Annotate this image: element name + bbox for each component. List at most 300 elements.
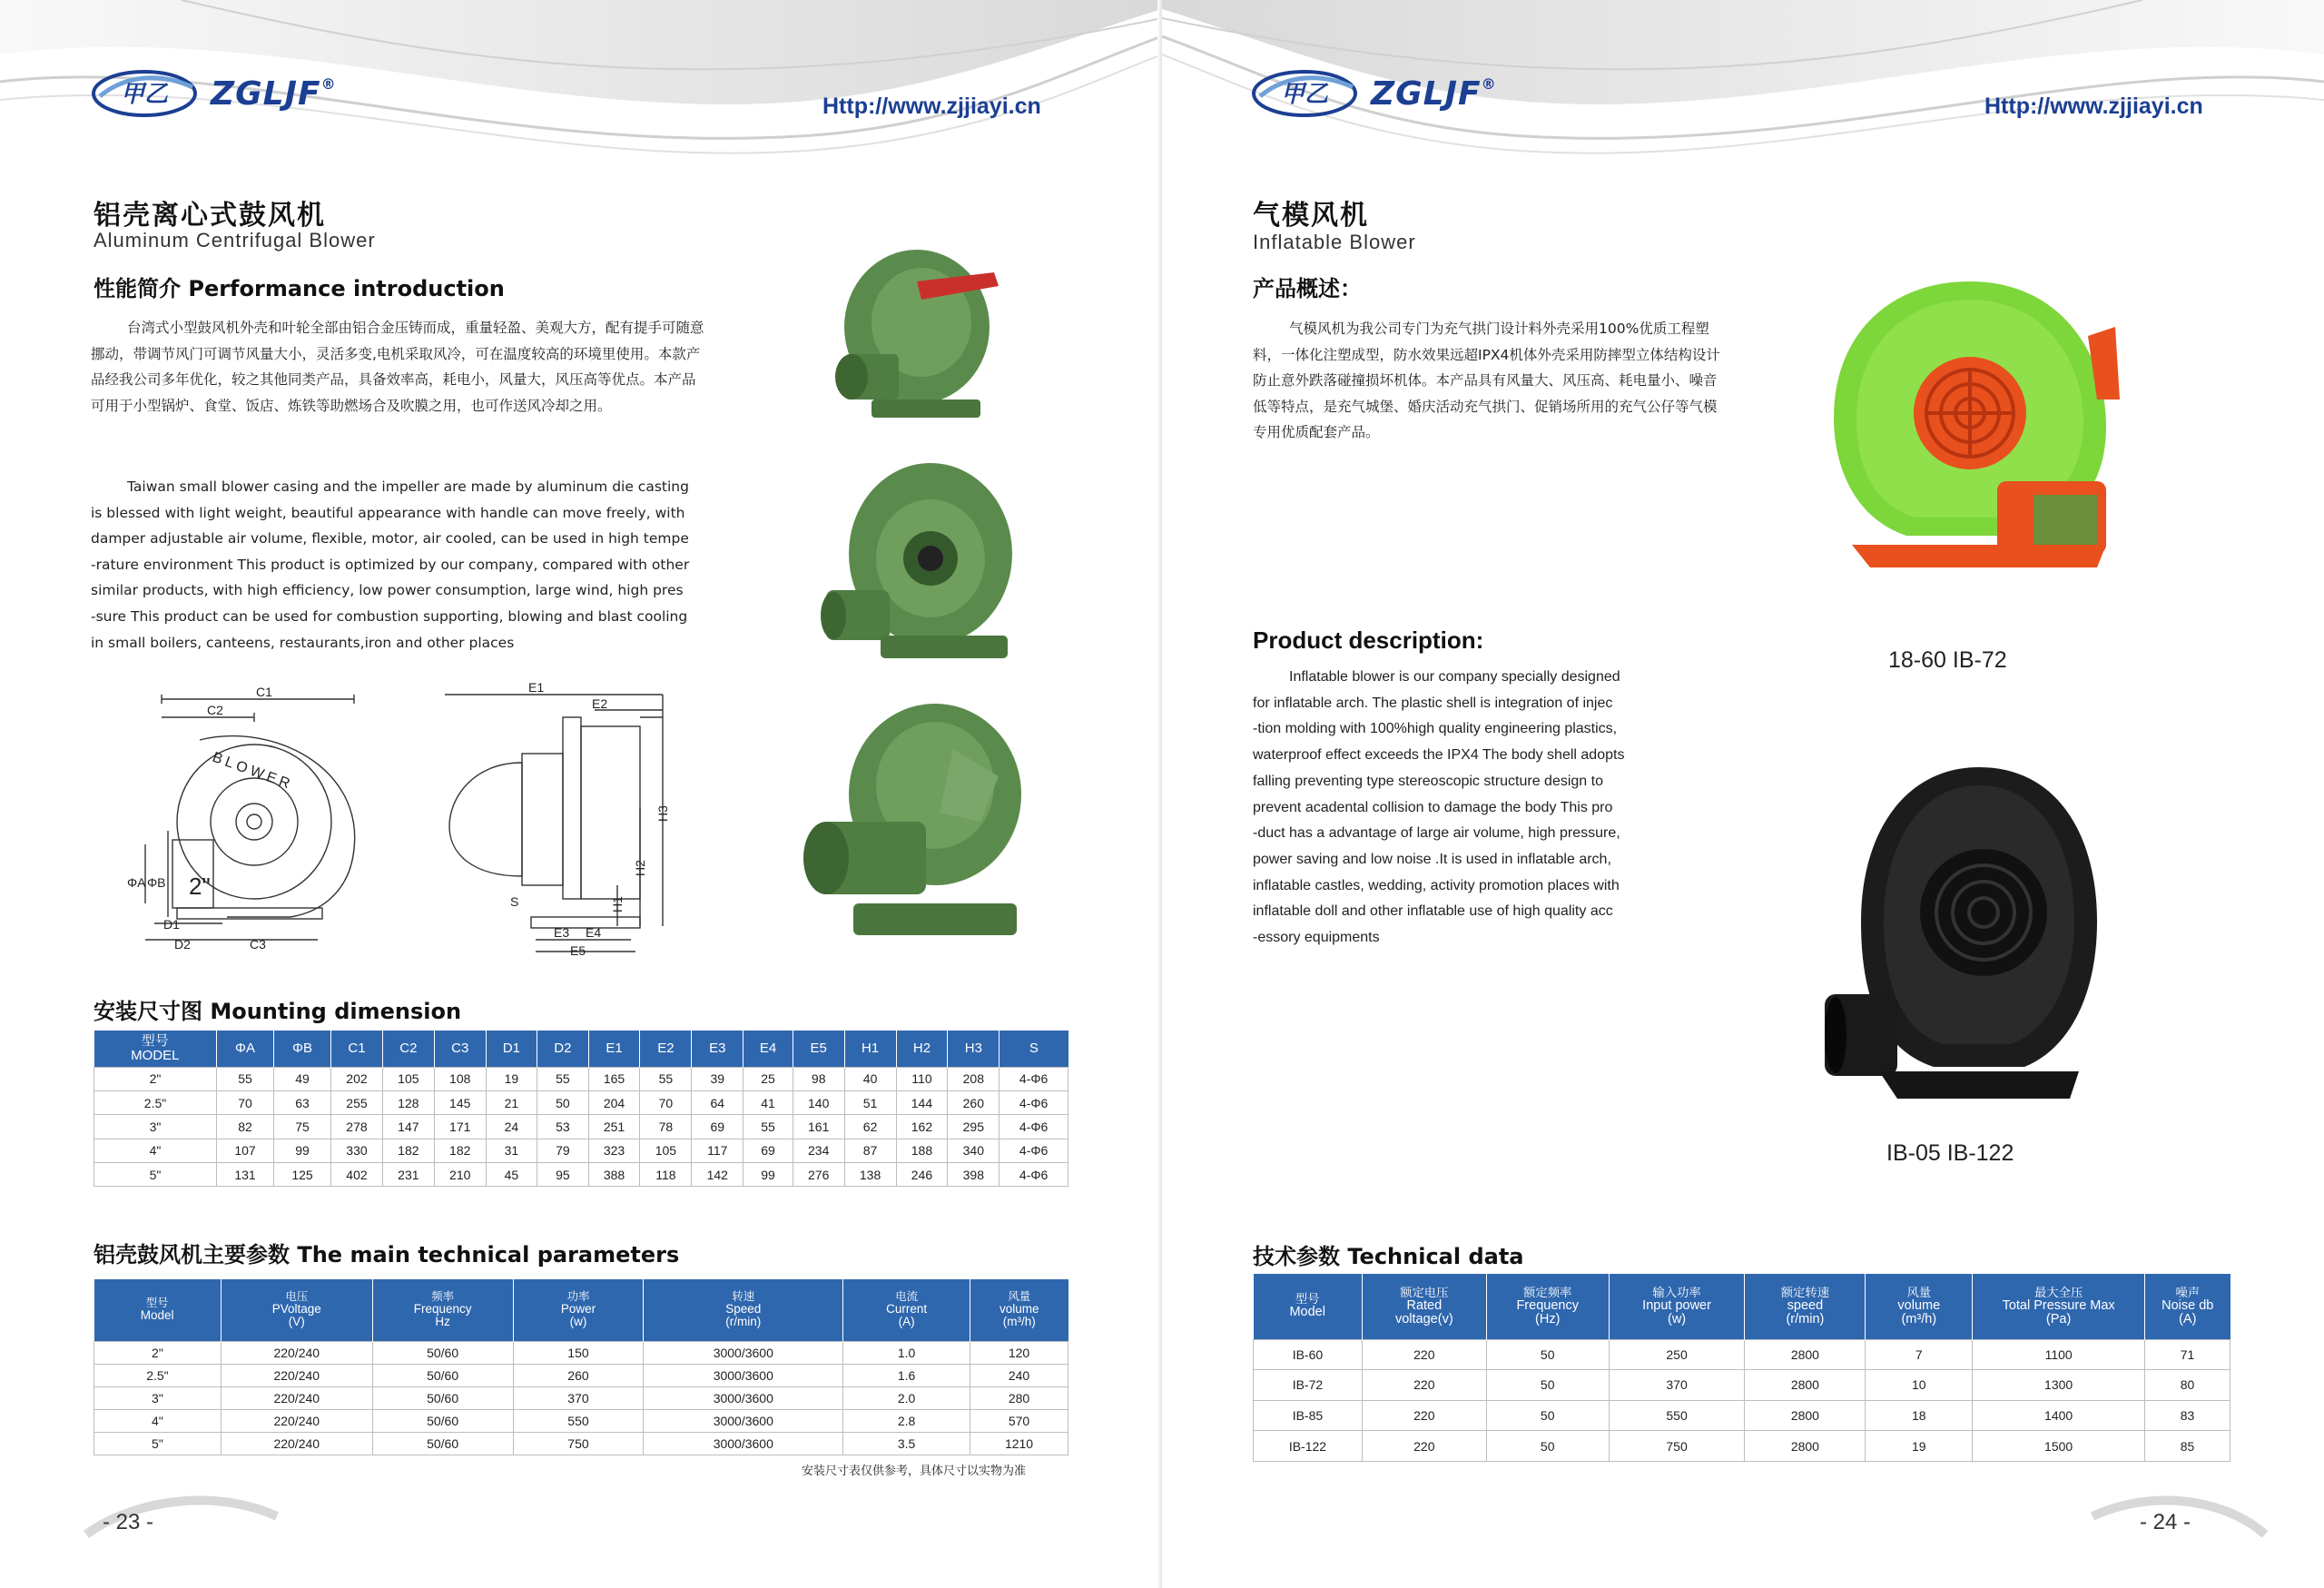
table-header-cell: E5 bbox=[793, 1031, 844, 1067]
desc-en-line: -tion molding with 100%high quality engineering plastics, bbox=[1253, 721, 1618, 737]
brand-name: ZGLJF® bbox=[1371, 74, 1497, 113]
dim-label: ΦA bbox=[127, 875, 146, 890]
mounting-dimension-table bbox=[94, 1031, 1068, 1187]
header-cn: 输入功率 bbox=[1652, 1285, 1701, 1299]
header-en: Model bbox=[1289, 1305, 1325, 1320]
front-dimension-diagram bbox=[91, 686, 390, 953]
header-en: volume (m³/h) bbox=[1897, 1297, 1941, 1327]
table-cell: 202 bbox=[331, 1067, 383, 1090]
table-header-cell: S bbox=[1000, 1031, 1068, 1067]
table-header-cell bbox=[644, 1279, 843, 1341]
table-cell: 105 bbox=[382, 1067, 434, 1090]
table-cell: 2" bbox=[94, 1067, 217, 1090]
table-cell: 278 bbox=[331, 1115, 383, 1139]
table-row bbox=[94, 1386, 1068, 1409]
table-row bbox=[94, 1341, 1068, 1364]
header-en: Noise db (A) bbox=[2162, 1297, 2214, 1327]
table-header-cell: ΦA bbox=[217, 1031, 274, 1067]
table-cell: 295 bbox=[948, 1115, 1000, 1139]
table-cell: 51 bbox=[844, 1090, 896, 1114]
desc-en-line: -duct has a advantage of large air volume, high pressure, bbox=[1253, 825, 1620, 842]
aluminum-blower-photo-1 bbox=[817, 227, 999, 436]
table-cell: 280 bbox=[970, 1386, 1068, 1409]
table-header-cell: H2 bbox=[896, 1031, 948, 1067]
table-cell: 107 bbox=[217, 1139, 274, 1162]
dim-label: E4 bbox=[586, 925, 602, 940]
aluminum-blower-photo-2 bbox=[817, 454, 1017, 672]
table-cell: 550 bbox=[1609, 1400, 1745, 1431]
table-cell: 2.0 bbox=[843, 1386, 970, 1409]
header-cn: 型号 bbox=[1295, 1292, 1320, 1307]
header-en: Model bbox=[140, 1308, 174, 1323]
table-row bbox=[94, 1115, 1068, 1139]
dim-label: H3 bbox=[655, 805, 670, 822]
table-cell: 131 bbox=[217, 1163, 274, 1187]
table-header-cell bbox=[1362, 1274, 1486, 1339]
table-header-cell bbox=[1866, 1274, 1973, 1339]
table-row bbox=[94, 1090, 1068, 1114]
table-cell: 2.5" bbox=[94, 1090, 217, 1114]
table-cell: 3000/3600 bbox=[644, 1364, 843, 1386]
table-cell: 2.8 bbox=[843, 1409, 970, 1432]
title-cn: 气模风机 bbox=[1253, 200, 1369, 232]
technical-data-table bbox=[1253, 1274, 2230, 1462]
header-en: volume (m³/h) bbox=[1000, 1302, 1039, 1329]
performance-heading: 性能简介 Performance introduction bbox=[94, 276, 505, 301]
table-cell: 1210 bbox=[970, 1432, 1068, 1455]
table-header-cell: C2 bbox=[382, 1031, 434, 1067]
table-row bbox=[94, 1432, 1068, 1455]
dim-label: E3 bbox=[554, 925, 570, 940]
perf-en-line: Taiwan small blower casing and the impeller are made by aluminum die casting bbox=[127, 478, 689, 495]
table-cell: 53 bbox=[537, 1115, 588, 1139]
header-cn: 风量 bbox=[1008, 1290, 1031, 1304]
table-cell: 87 bbox=[844, 1139, 896, 1162]
table-cell: 69 bbox=[743, 1139, 793, 1162]
table-cell: 550 bbox=[513, 1409, 644, 1432]
mounting-heading: 安装尺寸图 Mounting dimension bbox=[94, 999, 462, 1024]
table-cell: 2800 bbox=[1745, 1400, 1866, 1431]
table-cell: 750 bbox=[513, 1432, 644, 1455]
table-cell: 260 bbox=[948, 1090, 1000, 1114]
title-en: Inflatable Blower bbox=[1253, 231, 1416, 253]
table-cell: 220/240 bbox=[221, 1386, 372, 1409]
desc-en-line: waterproof effect exceeds the IPX4 The body shell adopts bbox=[1253, 747, 1625, 764]
table-header-cell: 型号 MODEL bbox=[94, 1031, 217, 1067]
table-row bbox=[1254, 1431, 2230, 1462]
table-cell: 5" bbox=[94, 1432, 222, 1455]
table-cell: 50 bbox=[1486, 1431, 1609, 1462]
title-cn: 铝壳离心式鼓风机 bbox=[94, 200, 326, 232]
dim-label: BLOWER bbox=[210, 749, 296, 794]
table-cell: 220 bbox=[1362, 1400, 1486, 1431]
table-cell: 85 bbox=[2145, 1431, 2230, 1462]
table-cell: 2800 bbox=[1745, 1339, 1866, 1370]
table-cell: 370 bbox=[513, 1386, 644, 1409]
table-cell: 50 bbox=[537, 1090, 588, 1114]
table-header-cell bbox=[513, 1279, 644, 1341]
dim-label: H1 bbox=[610, 896, 625, 912]
table-cell: 161 bbox=[793, 1115, 844, 1139]
dim-label: E2 bbox=[592, 696, 608, 711]
table-cell: 1300 bbox=[1973, 1370, 2145, 1401]
table-cell: 398 bbox=[948, 1163, 1000, 1187]
table-cell: 10 bbox=[1866, 1370, 1973, 1401]
header-en: speed (r/min) bbox=[1786, 1297, 1825, 1327]
table-header-cell: H1 bbox=[844, 1031, 896, 1067]
table-header-cell bbox=[2145, 1274, 2230, 1339]
table-header-cell: H3 bbox=[948, 1031, 1000, 1067]
page-number: - 23 - bbox=[103, 1510, 154, 1534]
header-cn: 型号 bbox=[145, 1297, 169, 1310]
table-header-cell bbox=[1973, 1274, 2145, 1339]
desc-en-line: falling preventing type stereoscopic structure design to bbox=[1253, 773, 1603, 789]
table-cell: 70 bbox=[640, 1090, 692, 1114]
table-cell: 49 bbox=[274, 1067, 331, 1090]
perf-en-line: -sure This product can be used for combustion supporting, blowing and blast cooling bbox=[91, 607, 688, 625]
table-header-cell bbox=[970, 1279, 1068, 1341]
table-cell: 388 bbox=[588, 1163, 640, 1187]
table-row bbox=[1254, 1339, 2230, 1370]
table-cell: 4-Φ6 bbox=[1000, 1090, 1068, 1114]
perf-en-line: -rature environment This product is optimized by our company, compared with other bbox=[91, 556, 690, 573]
table-row bbox=[94, 1409, 1068, 1432]
table-cell: 55 bbox=[217, 1067, 274, 1090]
dim-label: C1 bbox=[256, 686, 272, 699]
header-cn: 风量 bbox=[1906, 1285, 1932, 1299]
desc-en-line: inflatable castles, wedding, activity promotion places with bbox=[1253, 877, 1620, 893]
table-cell: 4-Φ6 bbox=[1000, 1115, 1068, 1139]
table-cell: 108 bbox=[434, 1067, 486, 1090]
table-row bbox=[94, 1163, 1068, 1187]
brand-logo bbox=[1251, 69, 1497, 118]
table-cell: 3000/3600 bbox=[644, 1341, 843, 1364]
table-header-cell: D1 bbox=[486, 1031, 537, 1067]
page-number: - 24 - bbox=[2140, 1510, 2191, 1534]
side-dimension-diagram bbox=[436, 681, 694, 958]
table-cell: 4-Φ6 bbox=[1000, 1139, 1068, 1162]
performance-text-en bbox=[91, 474, 689, 656]
dim-label: E1 bbox=[528, 681, 545, 695]
header-en: Current (A) bbox=[886, 1302, 928, 1329]
header-cn: 电流 bbox=[895, 1290, 919, 1304]
table-cell: 98 bbox=[793, 1067, 844, 1090]
dim-label: 2" bbox=[189, 873, 211, 900]
table-cell: 3000/3600 bbox=[644, 1386, 843, 1409]
table-cell: 40 bbox=[844, 1067, 896, 1090]
table-header-cell bbox=[1486, 1274, 1609, 1339]
table-cell: 204 bbox=[588, 1090, 640, 1114]
table-header-cell bbox=[94, 1279, 222, 1341]
table-cell: 140 bbox=[793, 1090, 844, 1114]
table-cell: 260 bbox=[513, 1364, 644, 1386]
table-cell: 4-Φ6 bbox=[1000, 1163, 1068, 1187]
table-cell: 78 bbox=[640, 1115, 692, 1139]
header-en: Input power (w) bbox=[1642, 1297, 1711, 1327]
dimension-note: 安装尺寸表仅供参考，具体尺寸以实物为准 bbox=[802, 1465, 1027, 1478]
table-cell: 31 bbox=[486, 1139, 537, 1162]
table-cell: 3" bbox=[94, 1115, 217, 1139]
table-cell: 220/240 bbox=[221, 1432, 372, 1455]
caption-black: IB-05 IB-122 bbox=[1886, 1140, 2014, 1166]
table-header-cell bbox=[221, 1279, 372, 1341]
desc-en-line: prevent acadental collision to damage the body This pro bbox=[1253, 799, 1613, 815]
dim-label: D1 bbox=[163, 917, 180, 932]
table-cell: 220 bbox=[1362, 1431, 1486, 1462]
table-cell: 220/240 bbox=[221, 1409, 372, 1432]
table-cell: 55 bbox=[537, 1067, 588, 1090]
dim-label: H2 bbox=[633, 860, 647, 876]
table-cell: 1.0 bbox=[843, 1341, 970, 1364]
product-description-text bbox=[1253, 665, 1624, 952]
overview-text-cn: 气模风机为我公司专门为充气拱门设计料外壳采用100%优质工程塑料，一体化注塑成型，防水效果远超IPX4机体外壳采用防摔型立体结构设计防止意外跌落碰撞损坏机体。本产品具有风量大、风压高、耗电量小、噪音低等特点，是充气城堡、婚庆活动充气拱门、促销场所用的充气公仔等气模专用优质配套产品。 bbox=[1253, 321, 1720, 441]
overview-heading: 产品概述： bbox=[1253, 276, 1362, 301]
table-cell: 330 bbox=[331, 1139, 383, 1162]
table-cell: 50 bbox=[1486, 1339, 1609, 1370]
table-cell: 50/60 bbox=[372, 1341, 513, 1364]
table-cell: 750 bbox=[1609, 1431, 1745, 1462]
header-en: Rated voltage(v) bbox=[1394, 1297, 1453, 1327]
table-header-cell: D2 bbox=[537, 1031, 588, 1067]
table-cell: 99 bbox=[274, 1139, 331, 1162]
table-cell: 125 bbox=[274, 1163, 331, 1187]
table-cell: 82 bbox=[217, 1115, 274, 1139]
table-cell: 3000/3600 bbox=[644, 1409, 843, 1432]
dim-label: ΦB bbox=[147, 875, 166, 890]
header-cn: 噪声 bbox=[2175, 1285, 2201, 1299]
logo-mark-icon bbox=[91, 69, 198, 118]
table-cell: 50/60 bbox=[372, 1409, 513, 1432]
table-cell: 144 bbox=[896, 1090, 948, 1114]
table-cell: 165 bbox=[588, 1067, 640, 1090]
table-cell: IB-72 bbox=[1254, 1370, 1363, 1401]
table-cell: 50/60 bbox=[372, 1386, 513, 1409]
table-cell: 41 bbox=[743, 1090, 793, 1114]
table-header-cell: C3 bbox=[434, 1031, 486, 1067]
table-cell: 3.5 bbox=[843, 1432, 970, 1455]
header-cn: 额定频率 bbox=[1523, 1285, 1572, 1299]
table-cell: 69 bbox=[692, 1115, 743, 1139]
table-cell: 62 bbox=[844, 1115, 896, 1139]
table-header-cell bbox=[1745, 1274, 1866, 1339]
table-header-cell: ΦB bbox=[274, 1031, 331, 1067]
table-cell: 570 bbox=[970, 1409, 1068, 1432]
site-url: Http://www.zjjiayi.cn bbox=[822, 94, 1041, 119]
table-cell: 2" bbox=[94, 1341, 222, 1364]
table-row bbox=[1254, 1370, 2230, 1401]
table-cell: 55 bbox=[743, 1115, 793, 1139]
table-cell: IB-60 bbox=[1254, 1339, 1363, 1370]
table-cell: 55 bbox=[640, 1067, 692, 1090]
table-cell: 5" bbox=[94, 1163, 217, 1187]
tech-params-heading: 铝壳鼓风机主要参数 The main technical parameters bbox=[94, 1242, 680, 1267]
table-row bbox=[94, 1364, 1068, 1386]
table-cell: 171 bbox=[434, 1115, 486, 1139]
header-en: PVoltage (V) bbox=[271, 1302, 321, 1329]
performance-text-cn: 台湾式小型鼓风机外壳和叶轮全部由铝合金压铸而成，重量轻盈、美观大方，配有提手可随意挪动，带调节风门可调节风量大小，灵活多变,电机采取风冷，可在温度较高的环境里使用。本款产品经我公司多年优化，较之其他同类产品，具备效率高，耗电小，风量大，风压高等优点。本产品可用于小型锅炉、食堂、饭店、炼铁等助燃场合及吹膜之用，也可作送风冷却之用。 bbox=[91, 320, 704, 414]
table-cell: 64 bbox=[692, 1090, 743, 1114]
table-cell: 50 bbox=[1486, 1400, 1609, 1431]
table-cell: IB-122 bbox=[1254, 1431, 1363, 1462]
table-cell: 234 bbox=[793, 1139, 844, 1162]
table-cell: 45 bbox=[486, 1163, 537, 1187]
product-description-heading: Product description: bbox=[1253, 626, 1484, 654]
table-header-cell bbox=[372, 1279, 513, 1341]
table-cell: 70 bbox=[217, 1090, 274, 1114]
table-cell: 402 bbox=[331, 1163, 383, 1187]
header-cn: 转速 bbox=[732, 1290, 755, 1304]
table-cell: 19 bbox=[486, 1067, 537, 1090]
logo-text: 甲乙 bbox=[1280, 81, 1329, 108]
table-cell: 2800 bbox=[1745, 1370, 1866, 1401]
green-inflatable-blower-photo bbox=[1816, 272, 2124, 586]
table-header-cell bbox=[1254, 1274, 1363, 1339]
table-cell: 75 bbox=[274, 1115, 331, 1139]
header-cn: 最大全压 bbox=[2034, 1285, 2083, 1299]
table-cell: 147 bbox=[382, 1115, 434, 1139]
header-cn: 额定电压 bbox=[1400, 1285, 1449, 1299]
brand-name: ZGLJF® bbox=[211, 74, 337, 113]
desc-en-line: Inflatable blower is our company specially designed bbox=[1289, 669, 1620, 685]
header-en: Frequency (Hz) bbox=[1516, 1297, 1579, 1327]
table-header-cell bbox=[1609, 1274, 1745, 1339]
table-cell: 323 bbox=[588, 1139, 640, 1162]
dim-label: E5 bbox=[570, 943, 586, 958]
table-cell: 79 bbox=[537, 1139, 588, 1162]
logo-text: 甲乙 bbox=[120, 81, 169, 108]
table-cell: 95 bbox=[537, 1163, 588, 1187]
header-cn: 频率 bbox=[431, 1290, 455, 1304]
table-cell: 208 bbox=[948, 1067, 1000, 1090]
table-cell: 220 bbox=[1362, 1339, 1486, 1370]
table-row bbox=[94, 1139, 1068, 1162]
table-cell: 99 bbox=[743, 1163, 793, 1187]
table-cell: 370 bbox=[1609, 1370, 1745, 1401]
table-cell: 255 bbox=[331, 1090, 383, 1114]
table-cell: 1100 bbox=[1973, 1339, 2145, 1370]
table-cell: 251 bbox=[588, 1115, 640, 1139]
table-cell: 340 bbox=[948, 1139, 1000, 1162]
table-cell: 24 bbox=[486, 1115, 537, 1139]
perf-en-line: similar products, with high efficiency, low power consumption, large wind, high pres bbox=[91, 582, 684, 599]
table-cell: 25 bbox=[743, 1067, 793, 1090]
perf-en-line: in small boilers, canteens, restaurants,iron and other places bbox=[91, 634, 515, 651]
dim-label: D2 bbox=[174, 937, 191, 952]
table-cell: 2.5" bbox=[94, 1364, 222, 1386]
site-url: Http://www.zjjiayi.cn bbox=[1984, 94, 2203, 119]
table-cell: 21 bbox=[486, 1090, 537, 1114]
table-cell: 1400 bbox=[1973, 1400, 2145, 1431]
dim-label: S bbox=[510, 894, 519, 909]
table-cell: 220 bbox=[1362, 1370, 1486, 1401]
table-cell: 110 bbox=[896, 1067, 948, 1090]
table-cell: 210 bbox=[434, 1163, 486, 1187]
table-cell: 138 bbox=[844, 1163, 896, 1187]
caption-green: 18-60 IB-72 bbox=[1888, 647, 2007, 673]
header-en: Frequency Hz bbox=[413, 1302, 472, 1329]
table-header-cell: E1 bbox=[588, 1031, 640, 1067]
dim-label: C2 bbox=[207, 703, 223, 717]
table-cell: IB-85 bbox=[1254, 1400, 1363, 1431]
table-cell: 4" bbox=[94, 1409, 222, 1432]
table-cell: 142 bbox=[692, 1163, 743, 1187]
table-cell: 188 bbox=[896, 1139, 948, 1162]
table-cell: 250 bbox=[1609, 1339, 1745, 1370]
table-row bbox=[1254, 1400, 2230, 1431]
table-cell: 120 bbox=[970, 1341, 1068, 1364]
table-cell: 50/60 bbox=[372, 1364, 513, 1386]
perf-en-line: is blessed with light weight, beautiful appearance with handle can move freely, with bbox=[91, 504, 685, 521]
desc-en-line: -essory equipments bbox=[1253, 930, 1380, 946]
desc-en-line: power saving and low noise .It is used in inflatable arch, bbox=[1253, 851, 1611, 867]
table-cell: 80 bbox=[2145, 1370, 2230, 1401]
black-inflatable-blower-photo bbox=[1825, 758, 2106, 1112]
technical-data-heading: 技术参数 Technical data bbox=[1253, 1244, 1524, 1269]
table-cell: 4" bbox=[94, 1139, 217, 1162]
table-header-cell: E2 bbox=[640, 1031, 692, 1067]
table-cell: 150 bbox=[513, 1341, 644, 1364]
table-cell: 39 bbox=[692, 1067, 743, 1090]
table-cell: 231 bbox=[382, 1163, 434, 1187]
desc-en-line: inflatable doll and other inflatable use of high quality acc bbox=[1253, 903, 1613, 920]
table-cell: 19 bbox=[1866, 1431, 1973, 1462]
table-cell: 1500 bbox=[1973, 1431, 2145, 1462]
title-en: Aluminum Centrifugal Blower bbox=[94, 229, 376, 252]
header-cn: 功率 bbox=[566, 1290, 590, 1304]
tech-params-table bbox=[94, 1279, 1068, 1455]
header-en: Power (w) bbox=[560, 1302, 596, 1329]
table-cell: 105 bbox=[640, 1139, 692, 1162]
table-cell: 50/60 bbox=[372, 1432, 513, 1455]
header-cn: 额定转速 bbox=[1780, 1285, 1830, 1299]
table-cell: 2800 bbox=[1745, 1431, 1866, 1462]
table-cell: 18 bbox=[1866, 1400, 1973, 1431]
brand-logo bbox=[91, 69, 337, 118]
table-cell: 7 bbox=[1866, 1339, 1973, 1370]
table-cell: 220/240 bbox=[221, 1341, 372, 1364]
table-row bbox=[94, 1067, 1068, 1090]
logo-mark-icon bbox=[1251, 69, 1358, 118]
table-cell: 3" bbox=[94, 1386, 222, 1409]
header-cn: 电压 bbox=[285, 1290, 309, 1304]
table-cell: 63 bbox=[274, 1090, 331, 1114]
aluminum-blower-photo-3 bbox=[799, 695, 1026, 958]
table-cell: 50 bbox=[1486, 1370, 1609, 1401]
table-header-cell: E4 bbox=[743, 1031, 793, 1067]
header-en: Speed (r/min) bbox=[725, 1302, 762, 1329]
table-cell: 162 bbox=[896, 1115, 948, 1139]
table-cell: 3000/3600 bbox=[644, 1432, 843, 1455]
table-cell: 118 bbox=[640, 1163, 692, 1187]
right-page bbox=[1162, 0, 2324, 1588]
table-cell: 71 bbox=[2145, 1339, 2230, 1370]
table-cell: 220/240 bbox=[221, 1364, 372, 1386]
table-cell: 128 bbox=[382, 1090, 434, 1114]
table-cell: 1.6 bbox=[843, 1364, 970, 1386]
table-cell: 182 bbox=[382, 1139, 434, 1162]
header-en: Total Pressure Max (Pa) bbox=[2002, 1297, 2115, 1327]
table-cell: 246 bbox=[896, 1163, 948, 1187]
table-header-cell: E3 bbox=[692, 1031, 743, 1067]
table-cell: 240 bbox=[970, 1364, 1068, 1386]
table-cell: 276 bbox=[793, 1163, 844, 1187]
table-cell: 117 bbox=[692, 1139, 743, 1162]
desc-en-line: for inflatable arch. The plastic shell is integration of injec bbox=[1253, 695, 1613, 711]
table-cell: 182 bbox=[434, 1139, 486, 1162]
table-cell: 83 bbox=[2145, 1400, 2230, 1431]
dim-label: C3 bbox=[250, 937, 266, 952]
table-cell: 145 bbox=[434, 1090, 486, 1114]
